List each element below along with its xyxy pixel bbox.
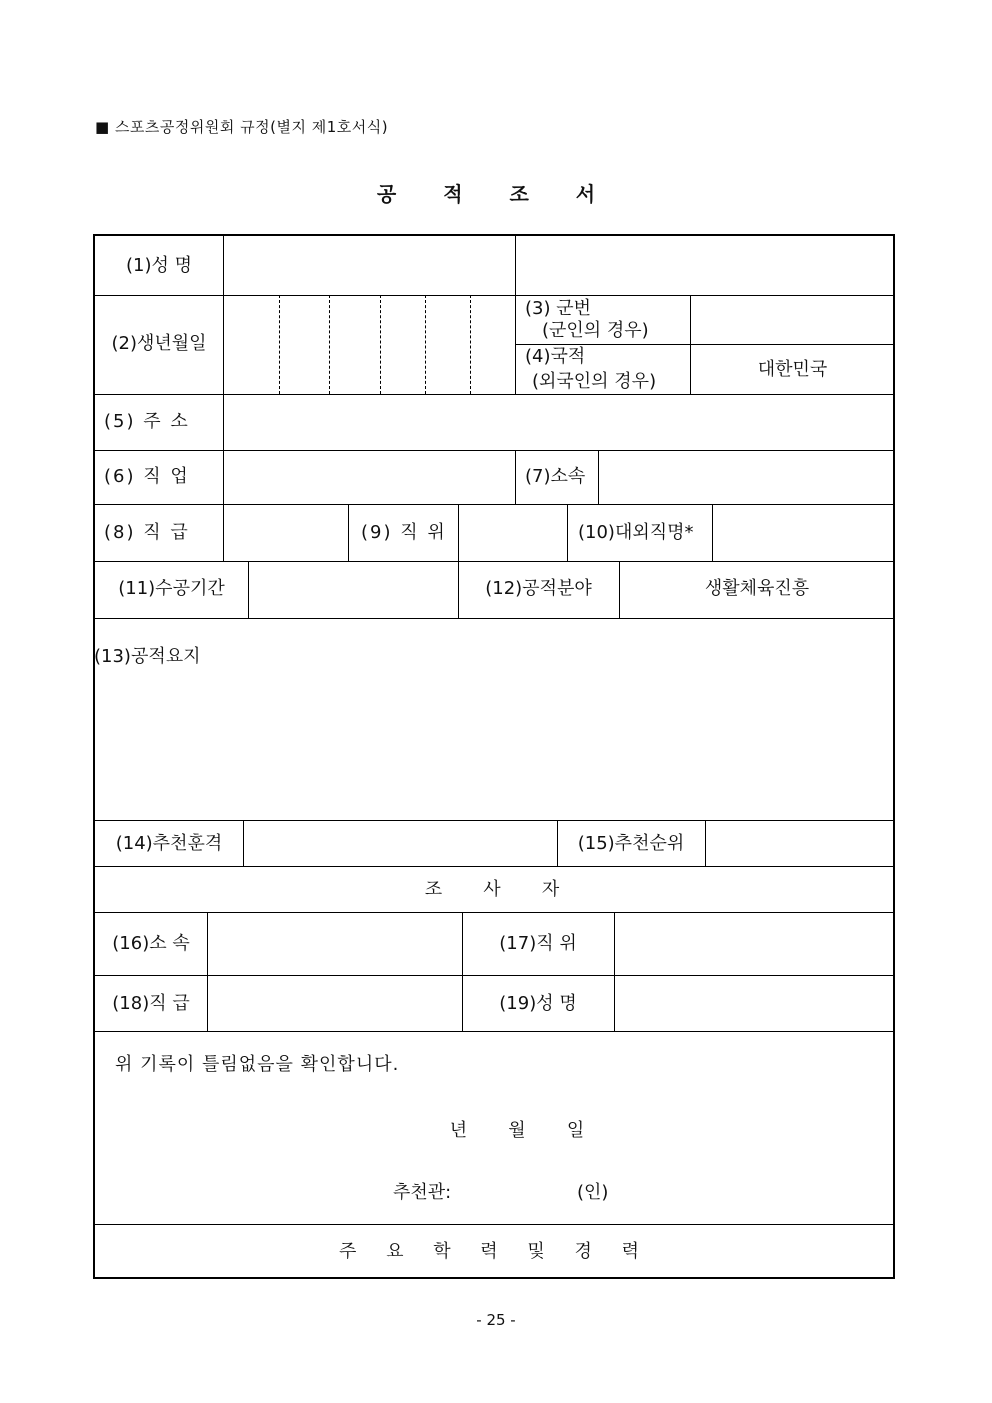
row-line [95,394,895,395]
row-line [95,866,895,867]
row-line [95,912,895,913]
column-line [223,394,224,450]
column-line [598,450,599,504]
column-line [207,912,208,1031]
row-line [95,295,895,296]
row-line [95,1224,895,1225]
affiliation-label: (7)소속 [525,466,586,487]
merit-form-table [93,234,895,1279]
address-label: (5) 주 소 [104,411,190,432]
column-line [348,504,349,561]
investigator-affiliation-label: (16)소 속 [112,933,190,954]
investigator-position-label: (17)직 위 [499,933,577,954]
name-label: (1)성 명 [126,255,192,276]
row-line [95,1031,895,1032]
award-period-label: (11)수공기간 [118,578,225,599]
birthdate-digit-divider [279,295,280,394]
career-section-title: 주 요 학 력 및 경 력 [338,1241,652,1262]
form-header-note: ■ 스포츠공정위원회 규정(별지 제1호서식) [95,118,389,136]
column-line [712,504,713,561]
seal-mark: (인) [577,1182,609,1203]
investigator-section-title: 조 사 자 [424,879,566,900]
merit-field-value: 생활체육진흥 [704,578,810,599]
confirmation-date: 년 월 일 [449,1120,591,1141]
birthdate-digit-divider [329,295,330,394]
recommendation-rank-label: (15)추천순위 [577,833,685,854]
column-line [223,450,224,504]
confirmation-statement: 위 기록이 틀림없음을 확인합니다. [115,1054,400,1075]
service-number-label: (3) 군번 [525,298,591,319]
birthdate-digit-divider [380,295,381,394]
merit-summary-label: (13)공적요지 [94,646,201,667]
birthdate-digit-divider [425,295,426,394]
recommender-label: 추천관: [393,1182,452,1203]
column-line [248,561,249,618]
row-line [95,504,895,505]
column-line [515,236,516,394]
row-line [95,820,895,821]
birthdate-digit-divider [470,295,471,394]
investigator-name-label: (19)성 명 [499,993,577,1014]
investigator-rank-label: (18)직 급 [112,993,190,1014]
row-line [515,344,895,345]
nationality-value: 대한민국 [757,359,828,380]
birthdate-label: (2)생년월일 [111,333,207,354]
column-line [567,504,568,561]
merit-field-label: (12)공적분야 [485,578,592,599]
document-title-text: 공 적 조 서 [376,182,616,206]
document-title [0,178,992,207]
service-number-note: (군인의 경우) [542,320,649,341]
external-title-label: (10)대외직명* [578,522,694,543]
column-line [458,504,459,561]
recommended-award-label: (14)추천훈격 [115,833,223,854]
page-number: - 25 - [476,1311,516,1329]
position-label: (9) 직 위 [361,522,447,543]
row-line [95,975,895,976]
column-line [614,912,615,1031]
column-line [243,820,244,866]
row-line [95,561,895,562]
occupation-label: (6) 직 업 [104,466,190,487]
column-line [223,504,224,561]
rank-label: (8) 직 급 [104,522,190,543]
nationality-note: (외국인의 경우) [532,371,657,392]
column-line [223,236,224,394]
column-line [705,820,706,866]
nationality-label: (4)국적 [525,346,586,367]
column-line [515,450,516,504]
row-line [95,618,895,619]
row-line [95,450,895,451]
